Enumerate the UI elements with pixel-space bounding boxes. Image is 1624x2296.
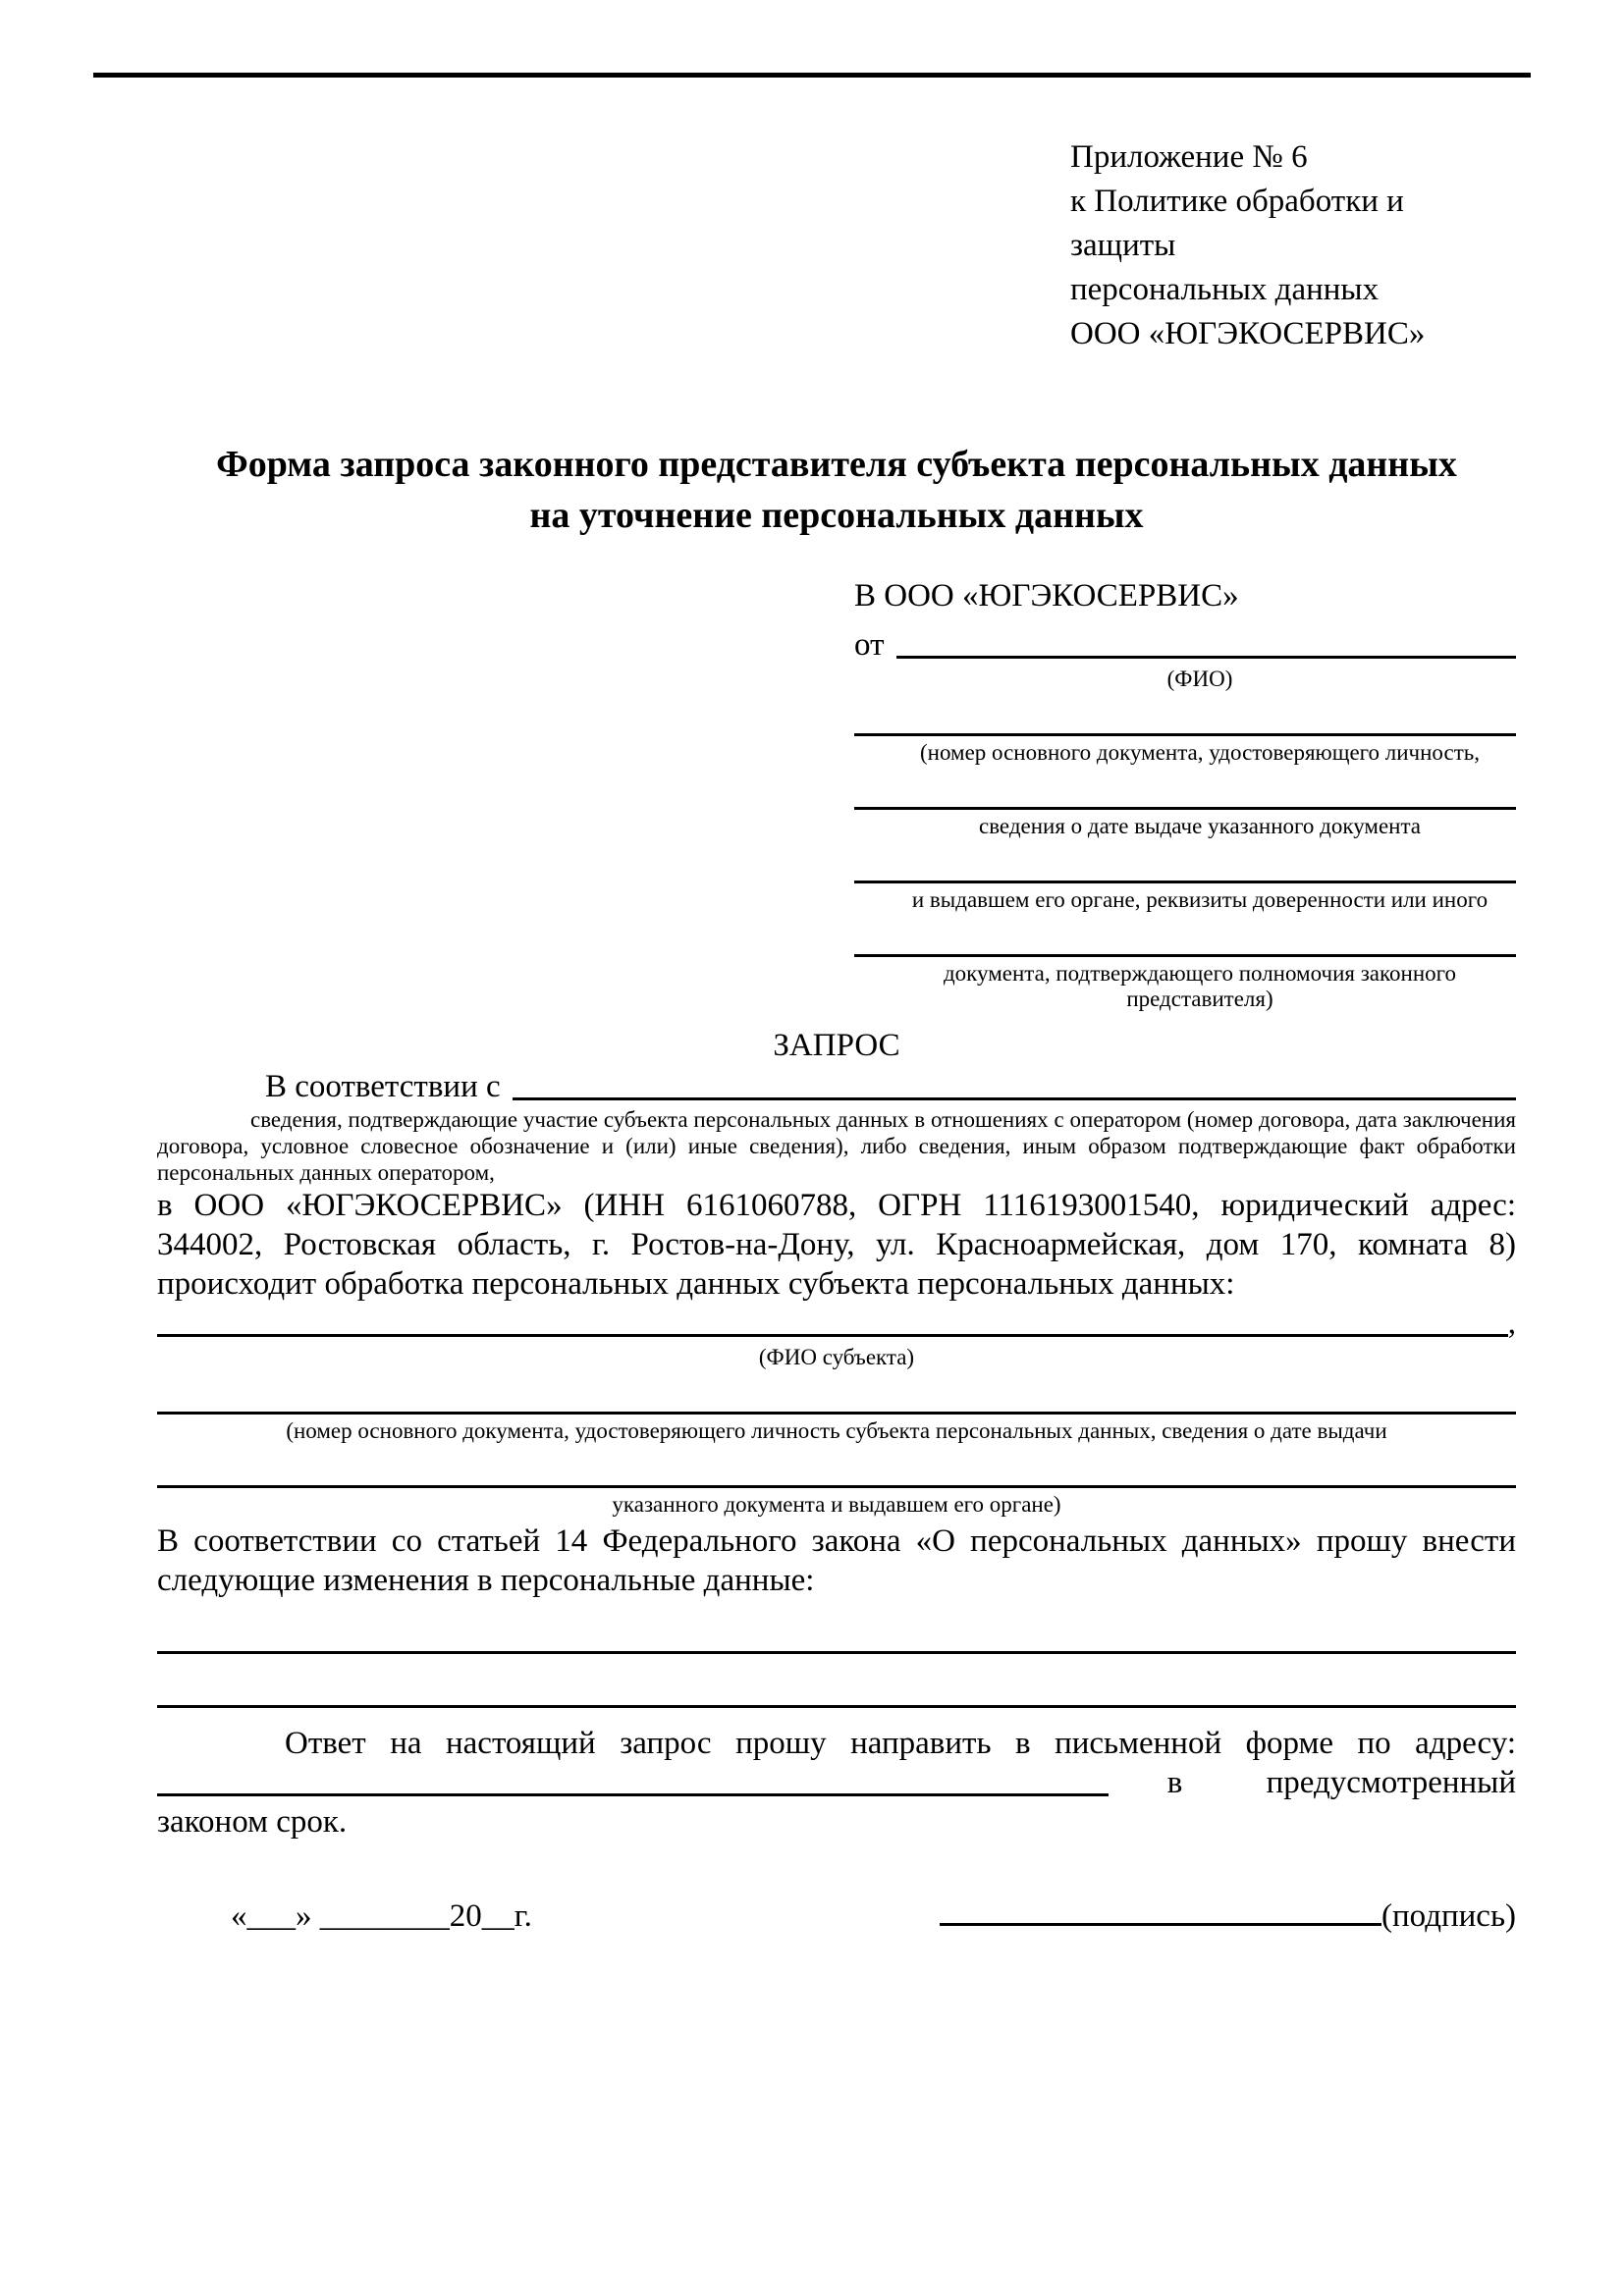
blank-line-group <box>157 1412 1516 1444</box>
signature-group <box>940 1891 1516 1936</box>
addressee-block <box>854 576 1516 1012</box>
blank-line-authority-document <box>854 954 1516 957</box>
from-line <box>854 625 1516 665</box>
blank-line-subject-document <box>157 1412 1516 1415</box>
blank-line-signature <box>940 1891 1381 1926</box>
reply-paragraph: Ответ на настоящий запрос прошу направить в письменной форме по адресу: <box>285 1726 1516 1761</box>
blank-line-group <box>854 807 1516 839</box>
blank-line-group <box>854 881 1516 913</box>
document-title-line-1: Форма запроса законного представителя субъекта персональных данных <box>216 444 1457 485</box>
blank-line-caption: сведения о дате выдаче указанного документа <box>978 814 1422 838</box>
blank-line-relation-info <box>513 1097 1516 1100</box>
reply-tail-words <box>1109 1763 1516 1802</box>
blank-line-issuing-authority <box>854 881 1516 883</box>
intro-line <box>157 1067 1516 1106</box>
appendix-line: к Политике обработки и защиты <box>1070 184 1404 263</box>
appendix-header-block <box>1070 135 1516 356</box>
appendix-line: персональных данных <box>1070 272 1380 307</box>
operator-paragraph: в ООО «ЮГЭКОСЕРВИС» (ИНН 6161060788, ОГРН 1116193001540, юридический адрес: 344002, Ростовская область, г. Ростов-на-Дону, ул. Красноармейская, дом 170, комната 8) происходит обработка персональных данных субъекта персональных данных: <box>157 1188 1516 1302</box>
intro-prefix: В соответствии с <box>265 1069 501 1104</box>
appendix-line: ООО «ЮГЭКОСЕРВИС» <box>1070 316 1426 351</box>
top-border-rule <box>93 73 1531 78</box>
fio-caption: (ФИО) <box>1166 667 1233 691</box>
blank-line-caption: (номер основного документа, удостоверяющего личность субъекта персональных данных, сведения о дате выдачи <box>286 1418 1387 1443</box>
blank-line-group <box>157 1485 1516 1518</box>
blank-line-reply-address <box>157 1793 1109 1796</box>
appendix-line: Приложение № 6 <box>1070 139 1308 175</box>
law-paragraph: В соответствии со статьей 14 Федерального закона «О персональных данных» прошу внести следующие изменения в персональные данные: <box>157 1523 1516 1598</box>
request-heading: ЗАПРОС <box>773 1028 900 1063</box>
blank-line-caption: и выдавшем его органе, реквизиты доверенности или иного <box>911 887 1489 912</box>
blank-line-subject-document-2 <box>157 1485 1516 1488</box>
date-blank: «___» ________20__г. <box>231 1898 532 1934</box>
reply-address-line <box>157 1763 1516 1802</box>
reply-closing: законом срок. <box>157 1804 348 1840</box>
addressee-org: В ООО «ЮГЭКОСЕРВИС» <box>854 578 1239 614</box>
blank-line-group <box>854 733 1516 766</box>
blank-line-caption: (номер основного документа, удостоверяющего личность, <box>919 740 1480 765</box>
signing-row <box>157 1891 1516 1936</box>
blank-line-caption: документа, подтверждающего полномочия законного представителя) <box>943 961 1456 1011</box>
reply-word-v: в <box>1166 1765 1183 1800</box>
document-title-line-2: на уточнение персональных данных <box>529 495 1144 536</box>
reply-word-predusmotrenny: предусмотренный <box>1266 1765 1516 1800</box>
blank-line-subject-fio <box>157 1334 1508 1337</box>
blank-line-document-number <box>854 733 1516 736</box>
signature-caption: (подпись) <box>1381 1898 1516 1934</box>
subject-fio-caption: (ФИО субъекта) <box>758 1345 915 1369</box>
trailing-comma: , <box>1507 1306 1516 1341</box>
blank-line-representative-fio <box>896 656 1517 659</box>
blank-line-changes-1 <box>157 1651 1516 1654</box>
blank-line-caption: указанного документа и выдавшем его органе) <box>612 1492 1061 1517</box>
from-label: от <box>854 627 885 663</box>
blank-line-group <box>854 954 1516 1012</box>
intro-footnote: сведения, подтверждающие участие субъекта персональных данных в отношениях с оператором (номер договора, дата заключения договора, условное словесное обозначение и (или) иные сведения), либо сведения, иным образом подтверждающие факт обработки персональных данных оператором, <box>157 1107 1516 1185</box>
blank-line-issue-date <box>854 807 1516 810</box>
blank-line-changes-2 <box>157 1705 1516 1708</box>
document-title <box>157 439 1516 541</box>
subject-fio-line <box>157 1304 1516 1343</box>
